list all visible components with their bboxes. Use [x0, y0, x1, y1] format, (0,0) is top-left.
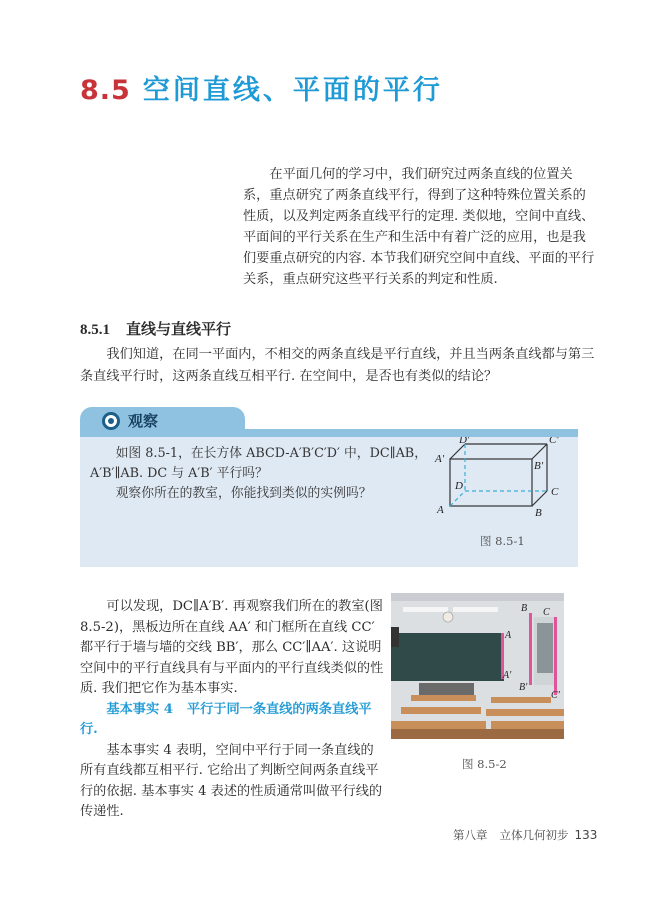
observe-line-1: 如图 8.5-1，在长方体 ABCD-A′B′C′D′ 中，DC∥AB， [115, 446, 428, 461]
page-number: 133 [574, 828, 598, 842]
observe-label: 观察 [128, 412, 159, 430]
subsection-title: 直线与直线平行 [126, 320, 232, 338]
section-heading [80, 68, 443, 107]
paragraph-discovery: 可以发现，DC∥A′B′. 再观察我们所在的教室(图8.5-2)，黑板边所在直线 AA′ 和门框所在直线 CC′ 都平行于墙与墙的交线 BB′，那么 CC′∥AA′. 这说明空间中的平行直线具有与平面内的平行直线类似的性质. 我们把它作为基本事实. [80, 599, 384, 696]
paragraph-transitivity: 基本事实 4 表明，空间中平行于同一条直线的所有直线都互相平行. 它给出了判断空间两条直线平行的依据. 基本事实 4 表述的性质通常叫做平行线的传递性. [80, 742, 383, 819]
discussion-text [80, 597, 386, 823]
section-title: 空间直线、平面的平行 [142, 75, 443, 106]
svg-text:B: B [535, 507, 542, 519]
svg-text:A′: A′ [503, 670, 512, 681]
observe-line-2: A′B′∥AB. DC 与 A′B′ 平行吗？ [90, 466, 268, 481]
basic-fact-4 [80, 700, 386, 741]
svg-text:A: A [437, 504, 444, 516]
svg-text:D′: D′ [459, 437, 470, 446]
chapter-title: 立体几何初步 [499, 828, 569, 842]
svg-text:C′: C′ [551, 690, 560, 701]
fact-label: 基本事实 4 [106, 701, 173, 717]
observe-text [90, 444, 435, 504]
observe-line-3: 观察你所在的教室，你能找到类似的实例吗？ [115, 486, 372, 501]
paragraph-intro-question: 我们知道，在同一平面内，不相交的两条直线是平行直线，并且当两条直线都与第三条直线平行时，这两条直线互相平行. 在空间中，是否也有类似的结论？ [80, 347, 595, 384]
subsection-number: 8.5.1 [80, 322, 110, 338]
svg-text:B′: B′ [519, 682, 528, 693]
figure-caption: 图 8.5-1 [480, 534, 525, 548]
photo-caption: 图 8.5-2 [462, 757, 507, 771]
page-footer [453, 827, 597, 843]
section-number: 8.5 [80, 75, 131, 106]
svg-text:B: B [521, 603, 528, 614]
intro-paragraph: 在平面几何的学习中，我们研究过两条直线的位置关系，重点研究了两条直线平行，得到了这种特殊位置关系的性质，以及判定两条直线平行的定理. 类似地，空间中直线、平面间的平行关系在生产和生活中有着广泛的应用，也是我们要重点研究的内容. 本节我们研究空间中直线、平面的平行关系，重点研究这些平行关系的判定和性质. [243, 167, 595, 287]
chapter-number: 第八章 [453, 828, 488, 842]
target-circle-icon [102, 412, 120, 430]
svg-text:C: C [551, 486, 559, 498]
svg-text:A′: A′ [435, 453, 445, 465]
subsection-heading [80, 318, 231, 339]
svg-text:A: A [505, 630, 512, 641]
fact-statement: 平行于同一条直线的两条直线平行. [80, 701, 372, 737]
observe-box [80, 407, 578, 567]
classroom-photo [391, 593, 564, 739]
svg-text:C: C [543, 607, 550, 618]
svg-text:D: D [455, 480, 463, 492]
svg-text:C′: C′ [549, 437, 559, 446]
cuboid-figure [425, 437, 575, 532]
svg-text:B′: B′ [534, 460, 544, 472]
